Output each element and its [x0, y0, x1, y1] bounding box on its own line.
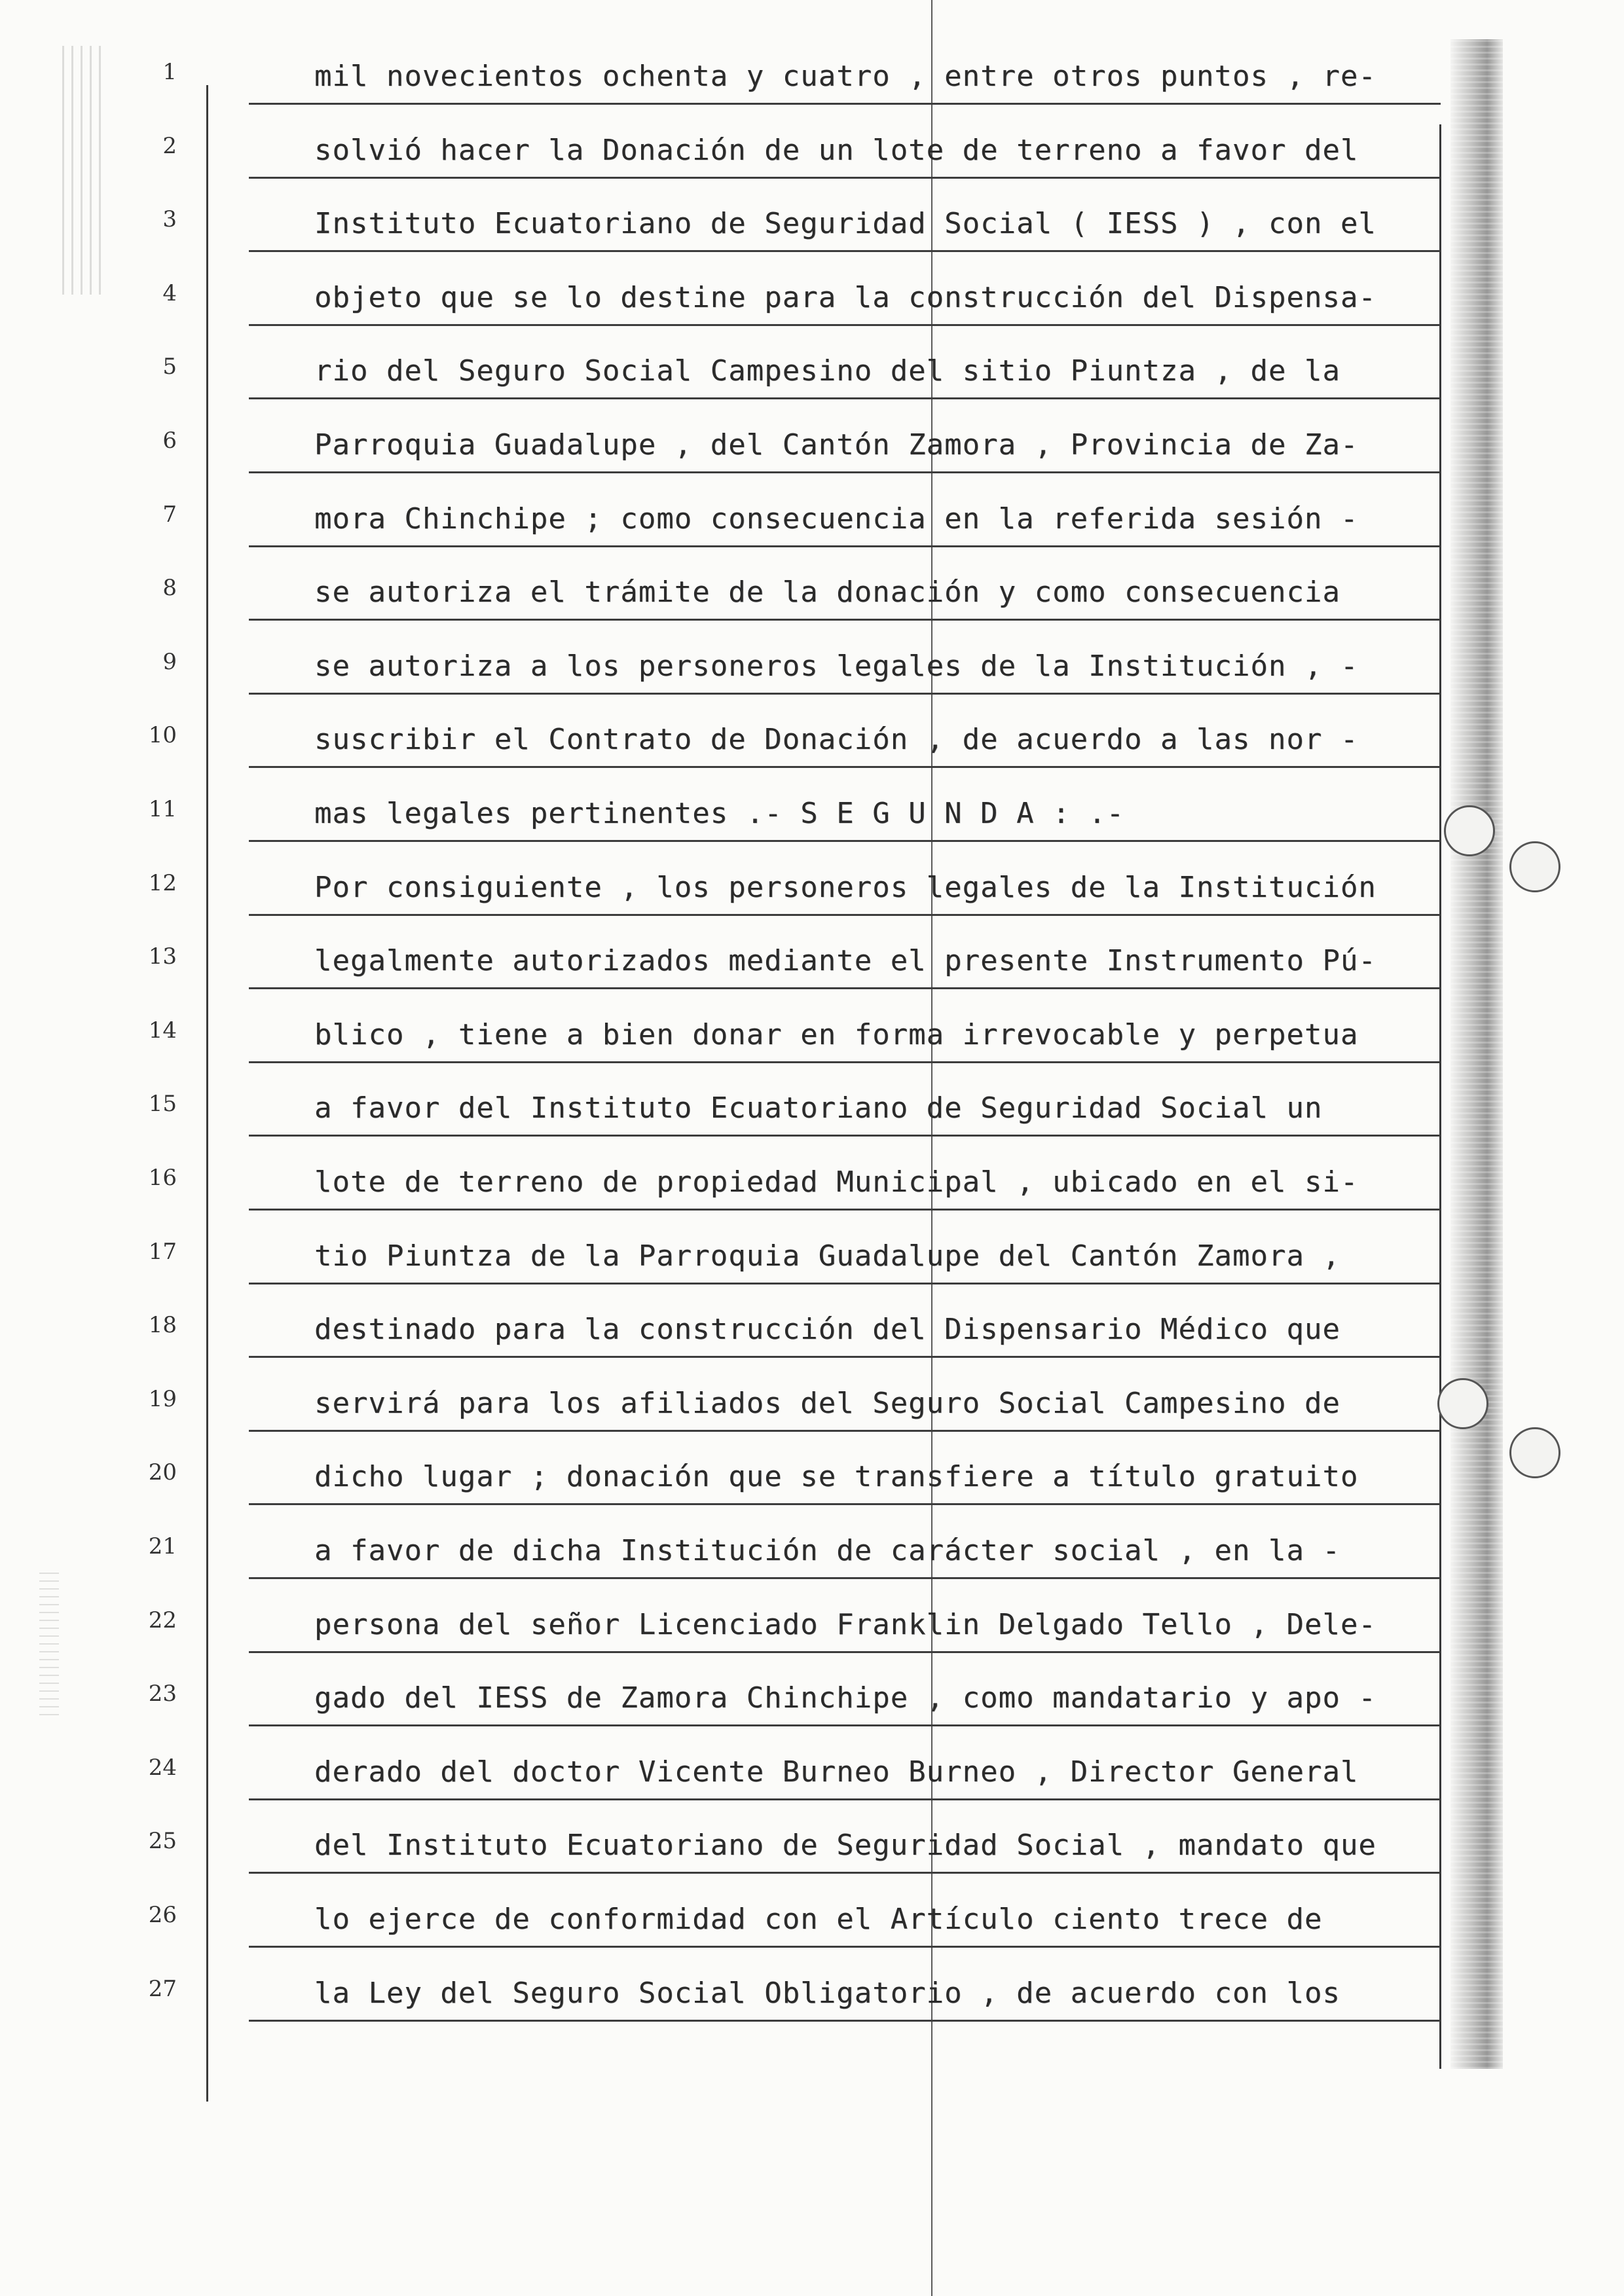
- document-line: [148, 1358, 1441, 1432]
- line-rule: [249, 1430, 1441, 1432]
- line-text: blico , tiene a bien donar en forma irrevocable y perpetua: [314, 1017, 1359, 1051]
- line-text: suscribir el Contrato de Donación , de acuerdo a las nor -: [314, 723, 1359, 757]
- line-rule: [249, 177, 1441, 179]
- document-line: [148, 1211, 1441, 1285]
- line-text: a favor de dicha Institución de carácter social , en la -: [314, 1534, 1340, 1567]
- document-line: [148, 1874, 1441, 1948]
- line-text: destinado para la construcción del Dispensario Médico que: [314, 1313, 1340, 1347]
- document-line: [148, 843, 1441, 916]
- page-edge-shadow: [1450, 39, 1503, 2069]
- line-number: 8: [162, 575, 177, 602]
- line-number: 5: [162, 354, 177, 380]
- document-line: [148, 1285, 1441, 1358]
- document-line: [162, 105, 1441, 179]
- document-line: [148, 1948, 1441, 2022]
- line-rule: [249, 2020, 1441, 2022]
- document-line: [162, 253, 1441, 326]
- document-line: [148, 1063, 1441, 1137]
- line-text: solvió hacer la Donación de un lote de terreno a favor del: [314, 133, 1359, 167]
- line-rule: [249, 1651, 1441, 1653]
- line-number: 27: [148, 1975, 177, 2002]
- line-rule: [249, 840, 1441, 842]
- punch-hole: [1437, 1378, 1488, 1429]
- line-number: 20: [148, 1459, 177, 1486]
- line-number: 23: [148, 1681, 177, 1707]
- line-rule: [249, 545, 1441, 547]
- line-number: 6: [162, 428, 177, 454]
- document-line: [162, 621, 1441, 695]
- line-rule: [249, 1135, 1441, 1137]
- document-line: [148, 990, 1441, 1063]
- line-number: 26: [148, 1902, 177, 1928]
- line-number: 2: [162, 132, 177, 159]
- line-rule: [249, 1209, 1441, 1211]
- document-line: [162, 179, 1441, 252]
- line-text: del Instituto Ecuatoriano de Seguridad Social , mandato que: [314, 1829, 1376, 1863]
- document-line: [148, 1506, 1441, 1579]
- punch-hole: [1509, 1427, 1560, 1478]
- line-text: persona del señor Licenciado Franklin Delgado Tello , Dele-: [314, 1607, 1376, 1641]
- line-rule: [249, 1577, 1441, 1579]
- line-text: se autoriza el trámite de la donación y como consecuencia: [314, 575, 1340, 610]
- line-rule: [249, 1283, 1441, 1285]
- line-rule: [249, 1061, 1441, 1063]
- line-number: 15: [148, 1091, 177, 1118]
- document-line: [162, 547, 1441, 621]
- line-number: 24: [148, 1754, 177, 1781]
- line-rule: [249, 1503, 1441, 1505]
- document-line: [148, 695, 1441, 768]
- document-line: [162, 400, 1441, 473]
- line-text: rio del Seguro Social Campesino del sitio Piuntza , de la: [314, 354, 1340, 388]
- line-rule: [249, 1356, 1441, 1358]
- document-line: [148, 1137, 1441, 1211]
- document-line: [148, 1653, 1441, 1726]
- binding-marks-lower: [39, 1571, 59, 1715]
- punch-hole: [1509, 841, 1560, 892]
- line-rule: [249, 619, 1441, 621]
- line-number: 10: [148, 722, 177, 749]
- line-number: 1: [162, 59, 177, 85]
- line-rule: [249, 1872, 1441, 1874]
- line-number: 13: [148, 943, 177, 970]
- line-text: Por consiguiente , los personeros legales de la Institución: [314, 870, 1376, 904]
- line-text: lote de terreno de propiedad Municipal , ubicado en el si-: [314, 1165, 1359, 1199]
- line-text: a favor del Instituto Ecuatoriano de Seguridad Social un: [314, 1091, 1323, 1125]
- document-line: [162, 474, 1441, 547]
- line-number: 16: [148, 1165, 177, 1191]
- document-line: [148, 1432, 1441, 1505]
- line-rule: [249, 693, 1441, 695]
- line-text: tio Piuntza de la Parroquia Guadalupe del Cantón Zamora ,: [314, 1239, 1340, 1273]
- line-rule: [249, 471, 1441, 473]
- line-rule: [249, 1724, 1441, 1726]
- line-rule: [249, 397, 1441, 399]
- punch-hole: [1444, 805, 1495, 856]
- line-number: 25: [148, 1828, 177, 1855]
- line-number: 17: [148, 1238, 177, 1265]
- line-rule: [249, 766, 1441, 768]
- line-text: servirá para los afiliados del Seguro Social Campesino de: [314, 1386, 1340, 1420]
- document-line: [162, 326, 1441, 399]
- line-text: mil novecientos ochenta y cuatro , entre otros puntos , re-: [314, 60, 1376, 93]
- line-number: 22: [148, 1607, 177, 1633]
- line-text: dicho lugar ; donación que se transfiere a título gratuito: [314, 1460, 1359, 1494]
- line-text: mora Chinchipe ; como consecuencia en la referida sesión -: [314, 501, 1359, 536]
- document-line: [162, 31, 1441, 105]
- document-line: [148, 1727, 1441, 1800]
- line-text: lo ejerce de conformidad con el Artículo ciento trece de: [314, 1903, 1323, 1936]
- line-rule: [249, 1798, 1441, 1800]
- line-number: 14: [148, 1017, 177, 1044]
- line-text: objeto que se lo destine para la construcción del Dispensa-: [314, 280, 1376, 314]
- line-number: 11: [148, 796, 177, 822]
- line-text: legalmente autorizados mediante el presente Instrumento Pú-: [314, 944, 1376, 978]
- line-text: Instituto Ecuatoriano de Seguridad Social ( IESS ) , con el: [314, 207, 1376, 241]
- document-line: [148, 916, 1441, 989]
- line-rule: [249, 1946, 1441, 1948]
- line-rule: [249, 914, 1441, 916]
- line-rule: [249, 103, 1441, 105]
- line-number: 3: [162, 206, 177, 233]
- document-line: [148, 1800, 1441, 1874]
- binding-marks: [62, 46, 108, 295]
- line-text: la Ley del Seguro Social Obligatorio , de acuerdo con los: [314, 1976, 1340, 2010]
- document-line: [148, 1580, 1441, 1653]
- line-number: 18: [148, 1312, 177, 1339]
- line-rule: [249, 250, 1441, 252]
- line-number: 9: [162, 648, 177, 675]
- line-number: 19: [148, 1385, 177, 1412]
- line-number: 4: [162, 280, 177, 306]
- line-text: Parroquia Guadalupe , del Cantón Zamora , Provincia de Za-: [314, 428, 1359, 462]
- line-text: derado del doctor Vicente Burneo Burneo , Director General: [314, 1755, 1359, 1789]
- line-rule: [249, 987, 1441, 989]
- line-number: 12: [148, 869, 177, 896]
- line-number: 21: [148, 1533, 177, 1559]
- left-margin-rule: [206, 85, 208, 2102]
- line-text: se autoriza a los personeros legales de la Institución , -: [314, 649, 1359, 683]
- document-line: [148, 769, 1441, 842]
- line-text: mas legales pertinentes .- S E G U N D A : .-: [314, 797, 1125, 830]
- line-number: 7: [162, 501, 177, 528]
- line-text: gado del IESS de Zamora Chinchipe , como mandatario y apo -: [314, 1681, 1376, 1715]
- line-rule: [249, 324, 1441, 326]
